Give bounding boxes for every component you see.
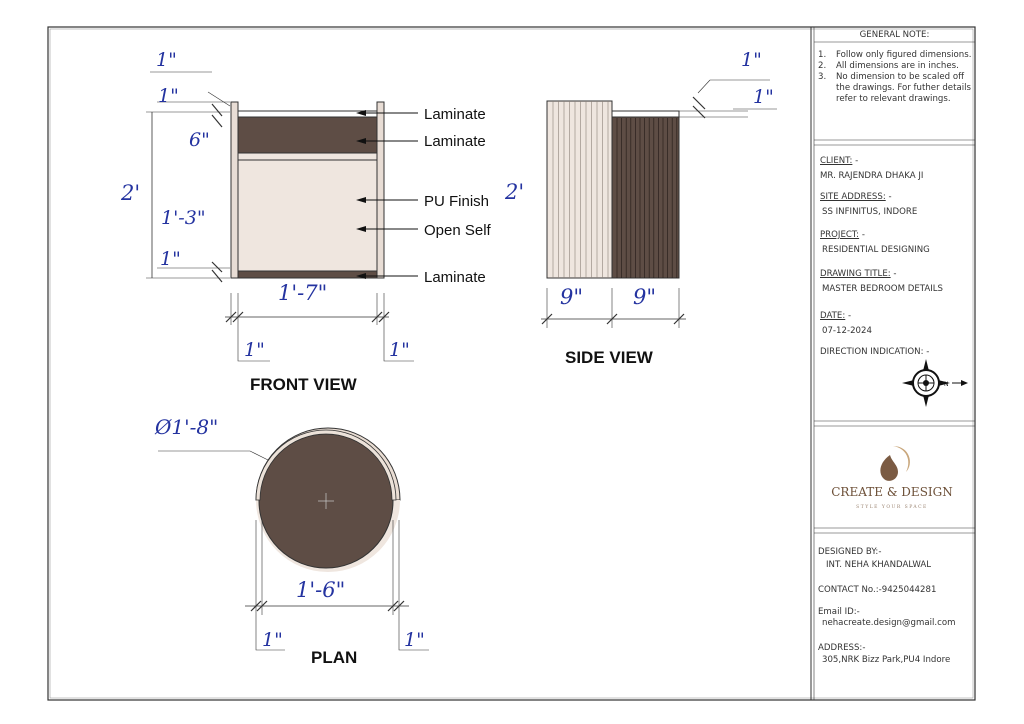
plan-dim-left: 1" (262, 629, 283, 651)
front-dim-height: 2' (121, 181, 141, 205)
contact-number: CONTACT No.:-9425044281 (818, 585, 937, 595)
note-item: 3. No dimension to be scaled off the drawings. For futher details refer to relevant drawings. (818, 72, 971, 104)
direction-label-row: DIRECTION INDICATION: - (820, 347, 930, 357)
front-view (120, 49, 492, 394)
note-item: 1. Follow only figured dimensions. (818, 50, 972, 60)
email-value: nehacreate.design@gmail.com (822, 618, 956, 628)
front-dim-open: 1'-3" (161, 207, 206, 229)
side-dim-left: 9" (560, 285, 584, 309)
side-dim-height: 2' (505, 180, 525, 204)
front-right-panel (377, 102, 384, 278)
plan-view (154, 415, 429, 667)
project-label-row: PROJECT: - (820, 230, 865, 240)
note-item: 2. All dimensions are in inches. (818, 61, 959, 71)
svg-text:N: N (944, 381, 949, 388)
front-shelf (238, 153, 377, 160)
side-dim-right: 9" (633, 285, 657, 309)
plan-title: PLAN (311, 648, 358, 667)
front-top (238, 111, 377, 117)
logo-name: CREATE & DESIGN (831, 485, 953, 499)
general-notes (818, 50, 973, 105)
front-dim-left-side: 1" (244, 339, 265, 361)
designed-by-value: INT. NEHA KHANDALWAL (826, 560, 932, 570)
side-dim-top2: 1" (753, 86, 774, 108)
front-dim-top1: 1" (156, 49, 177, 71)
email-label: Email ID:- (818, 607, 860, 617)
front-dim-base: 1" (160, 248, 181, 270)
front-view-title: FRONT VIEW (250, 375, 357, 394)
client-label-row: CLIENT: - (820, 156, 859, 166)
side-view-title: SIDE VIEW (565, 348, 653, 367)
plan-dim-right: 1" (404, 629, 425, 651)
create-design-logo (831, 446, 953, 510)
address-value: 305,NRK Bizz Park,PU4 Indore (822, 655, 951, 665)
plan-dim-diameter: Ø1'-8" (155, 415, 219, 439)
designed-by-label: DESIGNED BY:- (818, 547, 882, 557)
callout-open-self: Open Self (424, 222, 491, 239)
general-note-heading: GENERAL NOTE: (859, 30, 930, 40)
front-dim-drawer: 6" (189, 129, 210, 151)
callout-laminate-base: Laminate (424, 269, 486, 286)
date-value: 07-12-2024 (822, 326, 872, 336)
sheet-border (48, 27, 975, 700)
logo-tagline: STYLE YOUR SPACE (856, 505, 928, 510)
drawing-title-label-row: DRAWING TITLE: - (820, 269, 897, 279)
side-dim-top1: 1" (741, 49, 762, 71)
address-label: ADDRESS:- (818, 643, 866, 653)
front-open-shelf (238, 160, 377, 271)
callout-pu-finish: PU Finish (424, 193, 490, 210)
client-value: MR. RAJENDRA DHAKA JI (820, 171, 924, 181)
front-dim-top2: 1" (158, 85, 179, 107)
site-value: SS INFINITUS, INDORE (822, 207, 918, 217)
callout-laminate-top: Laminate (424, 106, 486, 123)
north-compass-icon (902, 359, 968, 407)
drawing-title-value: MASTER BEDROOM DETAILS (822, 284, 944, 294)
front-drawer (238, 117, 377, 153)
plan-dim-width: 1'-6" (296, 578, 346, 602)
front-dim-width: 1'-7" (278, 281, 328, 305)
callout-laminate-drawer: Laminate (424, 133, 486, 150)
front-left-panel (231, 102, 238, 278)
front-base (238, 271, 377, 278)
side-dark-panel (612, 117, 679, 278)
project-value: RESIDENTIAL DESIGNING (822, 245, 930, 255)
side-top (612, 111, 679, 117)
front-dim-right-side: 1" (389, 339, 410, 361)
site-label-row: SITE ADDRESS: - (820, 192, 892, 202)
side-view (504, 49, 777, 367)
date-label-row: DATE: - (820, 311, 852, 321)
